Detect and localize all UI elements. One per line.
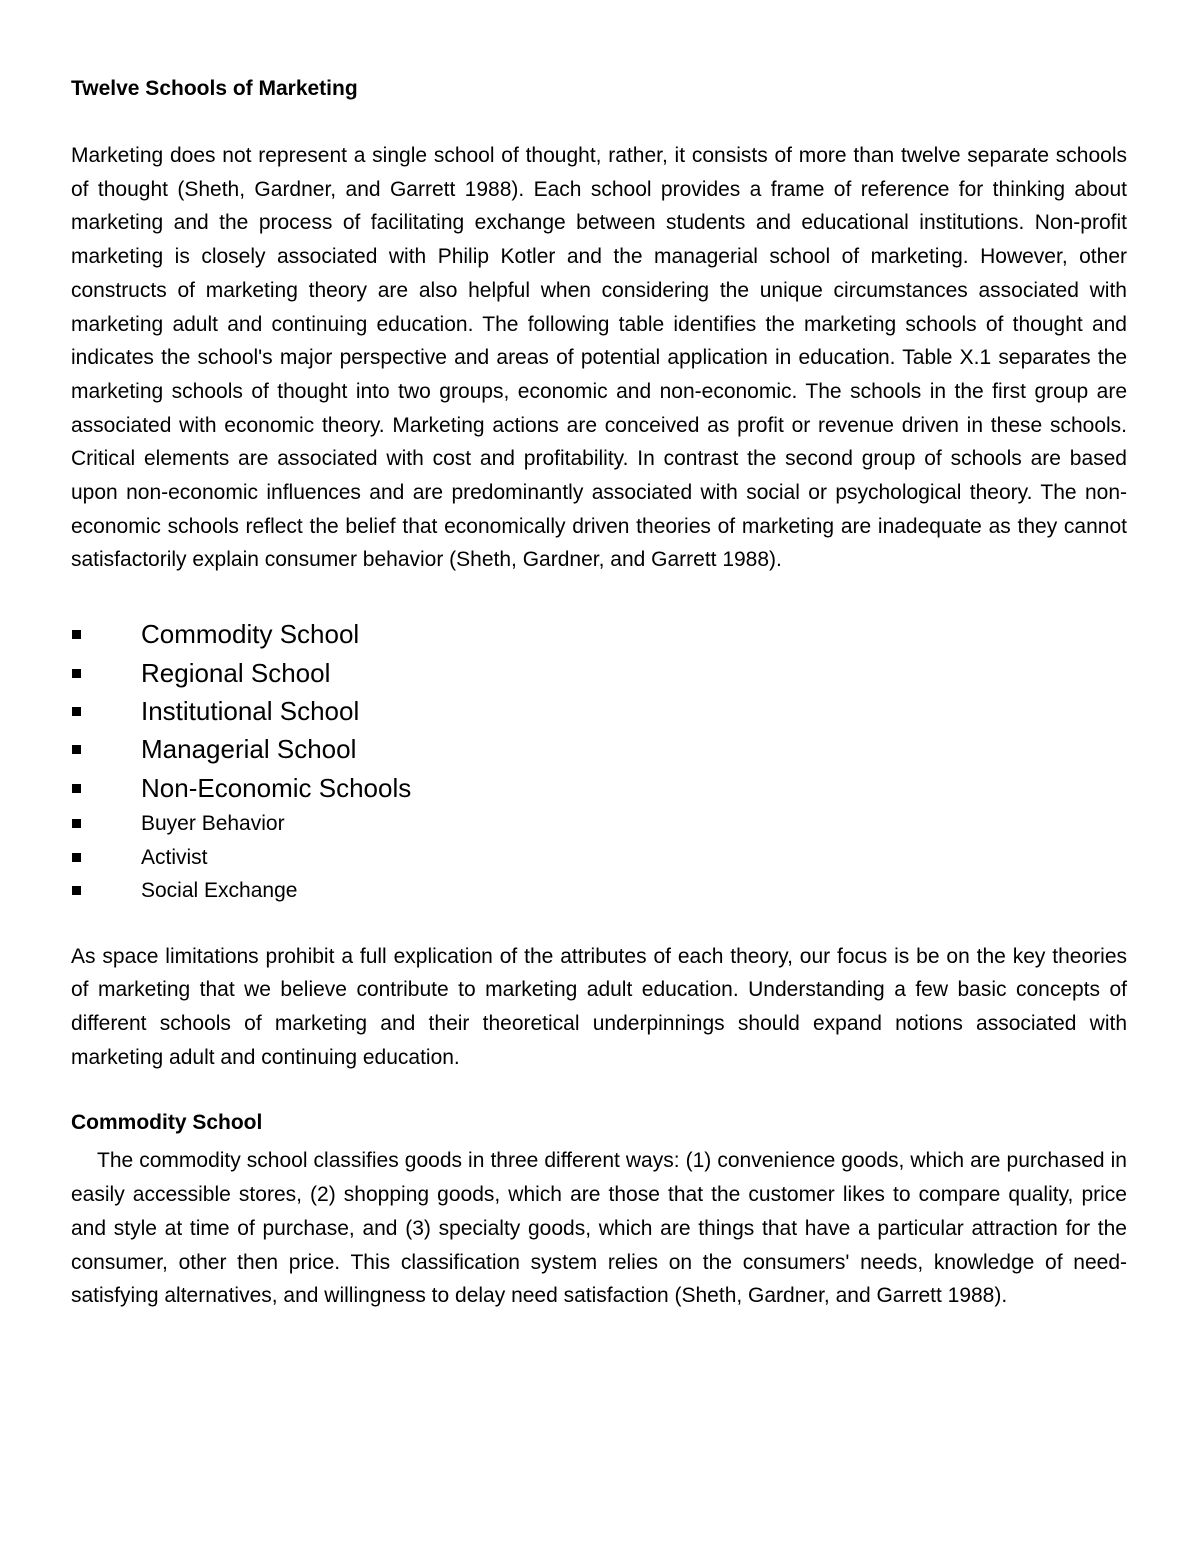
list-item: [71, 874, 1127, 908]
square-bullet-icon: [72, 745, 81, 754]
square-bullet-icon: [72, 886, 81, 895]
list-item-label: Managerial School: [141, 734, 357, 765]
commodity-paragraph: The commodity school classifies goods in three different ways: (1) convenience goods, which are purchased in easily accessible stores, (2) shopping goods, which are those that the customer likes to compare quality, price and style at time of purchase, and (3) specialty goods, which are things that have a particular attraction for the consumer, other then price. This classification system relies on the consumers' needs, knowledge of need-satisfying alternatives, and willingness to delay need satisfaction (Sheth, Gardner, and Garrett 1988).: [71, 1149, 1127, 1308]
list-item: [71, 730, 1127, 768]
list-item-label: Non-Economic Schools: [141, 772, 412, 803]
list-item: [71, 654, 1127, 692]
square-bullet-icon: [72, 707, 81, 716]
section-heading-commodity: Commodity School: [71, 1111, 263, 1135]
intro-paragraph: Marketing does not represent a single school of thought, rather, it consists of more than twelve separate schools of thought (Sheth, Gardner, and Garrett 1988). Each school provides a frame of reference for thinking about marketing and the process of facilitating exchange between students and educational institutions. Non-profit marketing is closely associated with Philip Kotler and the managerial school of marketing. However, other constructs of marketing theory are also helpful when considering the unique circumstances associated with marketing adult and continuing education. The following table identifies the marketing schools of thought and indicates the school's major perspective and areas of potential application in education. Table X.1 separates the marketing schools of thought into two groups, economic and non-economic. The schools in the first group are associated with economic theory. Marketing actions are conceived as profit or revenue driven in these schools. Critical elements are associated with cost and profitability. In contrast the second group of schools are based upon non-economic influences and are predominantly associated with social or psychological theory. The non-economic schools reflect the belief that economically driven theories of marketing are inadequate as they cannot satisfactorily explain consumer behavior (Sheth, Gardner, and Garrett 1988).: [71, 144, 1127, 572]
square-bullet-icon: [72, 784, 81, 793]
document-page: [71, 72, 1127, 1313]
list-item: [71, 615, 1127, 653]
list-item-label: Institutional School: [141, 695, 360, 726]
schools-list: [71, 615, 1127, 908]
list-item-label: Commodity School: [141, 619, 360, 650]
list-item-label: Regional School: [141, 657, 331, 688]
square-bullet-icon: [72, 669, 81, 678]
list-item: [71, 769, 1127, 807]
square-bullet-icon: [72, 853, 81, 862]
square-bullet-icon: [72, 630, 81, 639]
document-title: Twelve Schools of Marketing: [71, 77, 358, 100]
focus-paragraph: As space limitations prohibit a full explication of the attributes of each theory, our focus is be on the key theories of marketing that we believe contribute to marketing adult education. Understanding a few basic concepts of different schools of marketing and their theoretical underpinnings should expand notions associated with marketing adult and continuing education.: [71, 944, 1127, 1069]
list-item-label: Buyer Behavior: [141, 812, 285, 836]
list-item: [71, 841, 1127, 875]
list-item-label: Social Exchange: [141, 879, 298, 903]
square-bullet-icon: [72, 819, 81, 828]
list-item: [71, 807, 1127, 841]
list-item-label: Activist: [141, 845, 208, 869]
list-item: [71, 692, 1127, 730]
